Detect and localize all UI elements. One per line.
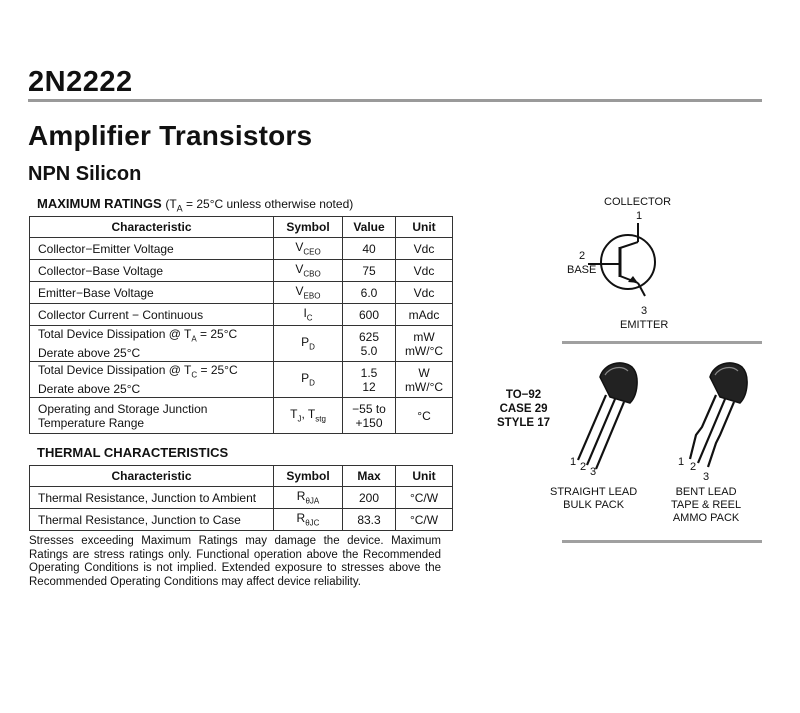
value-line: 12 bbox=[362, 379, 376, 394]
cell-symbol bbox=[274, 282, 343, 304]
symbol-base: P bbox=[301, 371, 310, 386]
symbol-base: R bbox=[296, 511, 306, 526]
max-ratings-condition bbox=[165, 197, 354, 214]
package-line: CASE 29 bbox=[499, 403, 548, 415]
straight-pin-1: 1 bbox=[570, 456, 577, 468]
condition-prefix: (T bbox=[165, 197, 177, 211]
bent-lead-caption bbox=[671, 486, 741, 525]
thermal-table bbox=[29, 465, 453, 531]
unit-line: W bbox=[418, 365, 430, 380]
col-symbol: Symbol bbox=[274, 217, 343, 238]
emitter-label: EMITTER bbox=[620, 319, 669, 331]
characteristic-line bbox=[38, 363, 265, 382]
cell-max: 83.3 bbox=[343, 509, 396, 531]
symbol-base: V bbox=[295, 262, 304, 277]
cell-unit: °C/W bbox=[396, 509, 453, 531]
cell-value: 6.0 bbox=[343, 282, 396, 304]
col-unit: Unit bbox=[396, 466, 453, 487]
table-row bbox=[30, 282, 453, 304]
npn-transistor-symbol-icon bbox=[570, 220, 670, 310]
text-sub: A bbox=[191, 334, 197, 344]
bent-pin-3: 3 bbox=[703, 471, 710, 483]
table-row bbox=[30, 326, 453, 362]
page-title: Amplifier Transistors bbox=[28, 120, 313, 151]
cell-symbol bbox=[274, 238, 343, 260]
table-row bbox=[30, 238, 453, 260]
symbol-base: V bbox=[295, 284, 304, 299]
col-characteristic: Characteristic bbox=[30, 217, 274, 238]
cell-unit: Vdc bbox=[396, 238, 453, 260]
cell-unit: °C bbox=[396, 398, 453, 434]
package-line: TO−92 bbox=[505, 389, 542, 401]
caption-line: BULK PACK bbox=[563, 499, 625, 511]
cell-symbol bbox=[274, 487, 343, 509]
bent-pin-1: 1 bbox=[678, 456, 685, 468]
col-max: Max bbox=[343, 466, 396, 487]
unit-line: mW bbox=[413, 329, 435, 344]
max-ratings-title: MAXIMUM RATINGS bbox=[37, 196, 162, 211]
text-part: = 25°C bbox=[196, 326, 238, 341]
part-number: 2N2222 bbox=[28, 66, 133, 98]
cell-characteristic: Collector−Emitter Voltage bbox=[30, 238, 274, 260]
symbol-mid: , T bbox=[301, 407, 316, 422]
symbol-base: P bbox=[301, 335, 310, 350]
characteristic-line: Derate above 25°C bbox=[38, 346, 141, 361]
table-row bbox=[30, 304, 453, 326]
text-part: = 25°C bbox=[197, 362, 238, 377]
straight-lead-caption bbox=[550, 486, 637, 512]
cell-characteristic: Emitter−Base Voltage bbox=[30, 282, 274, 304]
symbol-sub: D bbox=[309, 378, 315, 388]
text-part: Total Device Dissipation @ T bbox=[38, 362, 192, 377]
thermal-heading: THERMAL CHARACTERISTICS bbox=[37, 445, 229, 460]
cell-symbol bbox=[274, 326, 343, 362]
value-line: 1.5 bbox=[360, 365, 378, 380]
table-row bbox=[30, 398, 453, 434]
package-line: STYLE 17 bbox=[497, 417, 551, 429]
condition-sub: A bbox=[176, 203, 183, 214]
condition-suffix: = 25°C unless otherwise noted) bbox=[182, 197, 354, 211]
unit-line: mW/°C bbox=[404, 343, 444, 358]
cell-symbol bbox=[274, 398, 343, 434]
cell-symbol bbox=[274, 304, 343, 326]
symbol-base: T bbox=[290, 407, 298, 422]
col-unit: Unit bbox=[396, 217, 453, 238]
cell-characteristic: Thermal Resistance, Junction to Ambient bbox=[30, 487, 274, 509]
cell-unit bbox=[396, 326, 453, 362]
table-row bbox=[30, 362, 453, 398]
cell-characteristic bbox=[30, 398, 274, 434]
cell-value bbox=[343, 398, 396, 434]
symbol-sub: θJC bbox=[305, 518, 320, 528]
unit-line: mW/°C bbox=[404, 379, 444, 394]
cell-characteristic bbox=[30, 362, 274, 398]
value-line: +150 bbox=[355, 415, 383, 430]
caption-line: TAPE & REEL bbox=[671, 499, 742, 511]
characteristic-line: Temperature Range bbox=[38, 415, 145, 430]
table-row bbox=[30, 509, 453, 531]
header-divider bbox=[28, 99, 762, 102]
cell-value bbox=[343, 362, 396, 398]
cell-characteristic: Thermal Resistance, Junction to Case bbox=[30, 509, 274, 531]
symbol-base: V bbox=[295, 240, 304, 255]
symbol-sub: C bbox=[306, 313, 313, 323]
cell-unit: Vdc bbox=[396, 282, 453, 304]
package-divider bbox=[562, 540, 762, 543]
collector-pin-number: 1 bbox=[636, 210, 643, 222]
table-header-row bbox=[30, 466, 453, 487]
stress-note: Stresses exceeding Maximum Ratings may damage the device. Maximum Ratings are stress ratings only. Functional operation above the Recommended Operating Conditions is not implied. Extended exposure to stresses above the Recommended Operating Conditions may affect device reliability. bbox=[29, 535, 441, 588]
schematic-divider bbox=[562, 341, 762, 344]
bent-pin-2: 2 bbox=[690, 461, 697, 473]
value-line: −55 to bbox=[352, 401, 386, 416]
characteristic-line: Derate above 25°C bbox=[38, 382, 141, 397]
cell-unit: °C/W bbox=[396, 487, 453, 509]
symbol-sub: stg bbox=[315, 414, 326, 424]
symbol-sub: J bbox=[297, 414, 302, 424]
table-row bbox=[30, 260, 453, 282]
cell-unit: Vdc bbox=[396, 260, 453, 282]
cell-value: 600 bbox=[343, 304, 396, 326]
symbol-base: R bbox=[296, 489, 306, 504]
symbol-sub: D bbox=[309, 342, 315, 352]
col-value: Value bbox=[343, 217, 396, 238]
caption-line: AMMO PACK bbox=[672, 512, 740, 524]
cell-symbol bbox=[274, 362, 343, 398]
col-symbol: Symbol bbox=[274, 466, 343, 487]
symbol-sub: EBO bbox=[303, 291, 321, 301]
straight-pin-3: 3 bbox=[590, 466, 597, 478]
symbol-sub: θJA bbox=[305, 496, 320, 506]
text-sub: C bbox=[191, 370, 198, 380]
page-subtitle: NPN Silicon bbox=[28, 163, 142, 185]
emitter-pin-number: 3 bbox=[641, 305, 648, 317]
table-header-row bbox=[30, 217, 453, 238]
cell-symbol bbox=[274, 509, 343, 531]
text-part: Total Device Dissipation @ T bbox=[38, 326, 192, 341]
caption-line: STRAIGHT LEAD bbox=[550, 486, 638, 498]
table-row bbox=[30, 487, 453, 509]
base-pin-number: 2 bbox=[579, 250, 586, 262]
base-label: BASE bbox=[567, 264, 597, 276]
cell-characteristic: Collector Current − Continuous bbox=[30, 304, 274, 326]
cell-value bbox=[343, 326, 396, 362]
symbol-sub: CEO bbox=[303, 247, 321, 257]
straight-pin-2: 2 bbox=[580, 461, 587, 473]
collector-label: COLLECTOR bbox=[604, 196, 672, 208]
caption-line: BENT LEAD bbox=[675, 486, 737, 498]
cell-unit: mAdc bbox=[396, 304, 453, 326]
cell-characteristic bbox=[30, 326, 274, 362]
col-characteristic: Characteristic bbox=[30, 466, 274, 487]
cell-value: 40 bbox=[343, 238, 396, 260]
value-line: 5.0 bbox=[360, 343, 378, 358]
characteristic-line bbox=[38, 327, 265, 346]
cell-characteristic: Collector−Base Voltage bbox=[30, 260, 274, 282]
value-line: 625 bbox=[358, 329, 380, 344]
cell-unit bbox=[396, 362, 453, 398]
max-ratings-table bbox=[29, 216, 453, 434]
symbol-base: I bbox=[303, 306, 307, 321]
characteristic-line: Operating and Storage Junction bbox=[38, 401, 208, 416]
symbol-sub: CBO bbox=[303, 269, 321, 279]
cell-value: 75 bbox=[343, 260, 396, 282]
package-label bbox=[497, 388, 550, 430]
max-ratings-heading bbox=[37, 196, 353, 213]
cell-max: 200 bbox=[343, 487, 396, 509]
cell-symbol bbox=[274, 260, 343, 282]
